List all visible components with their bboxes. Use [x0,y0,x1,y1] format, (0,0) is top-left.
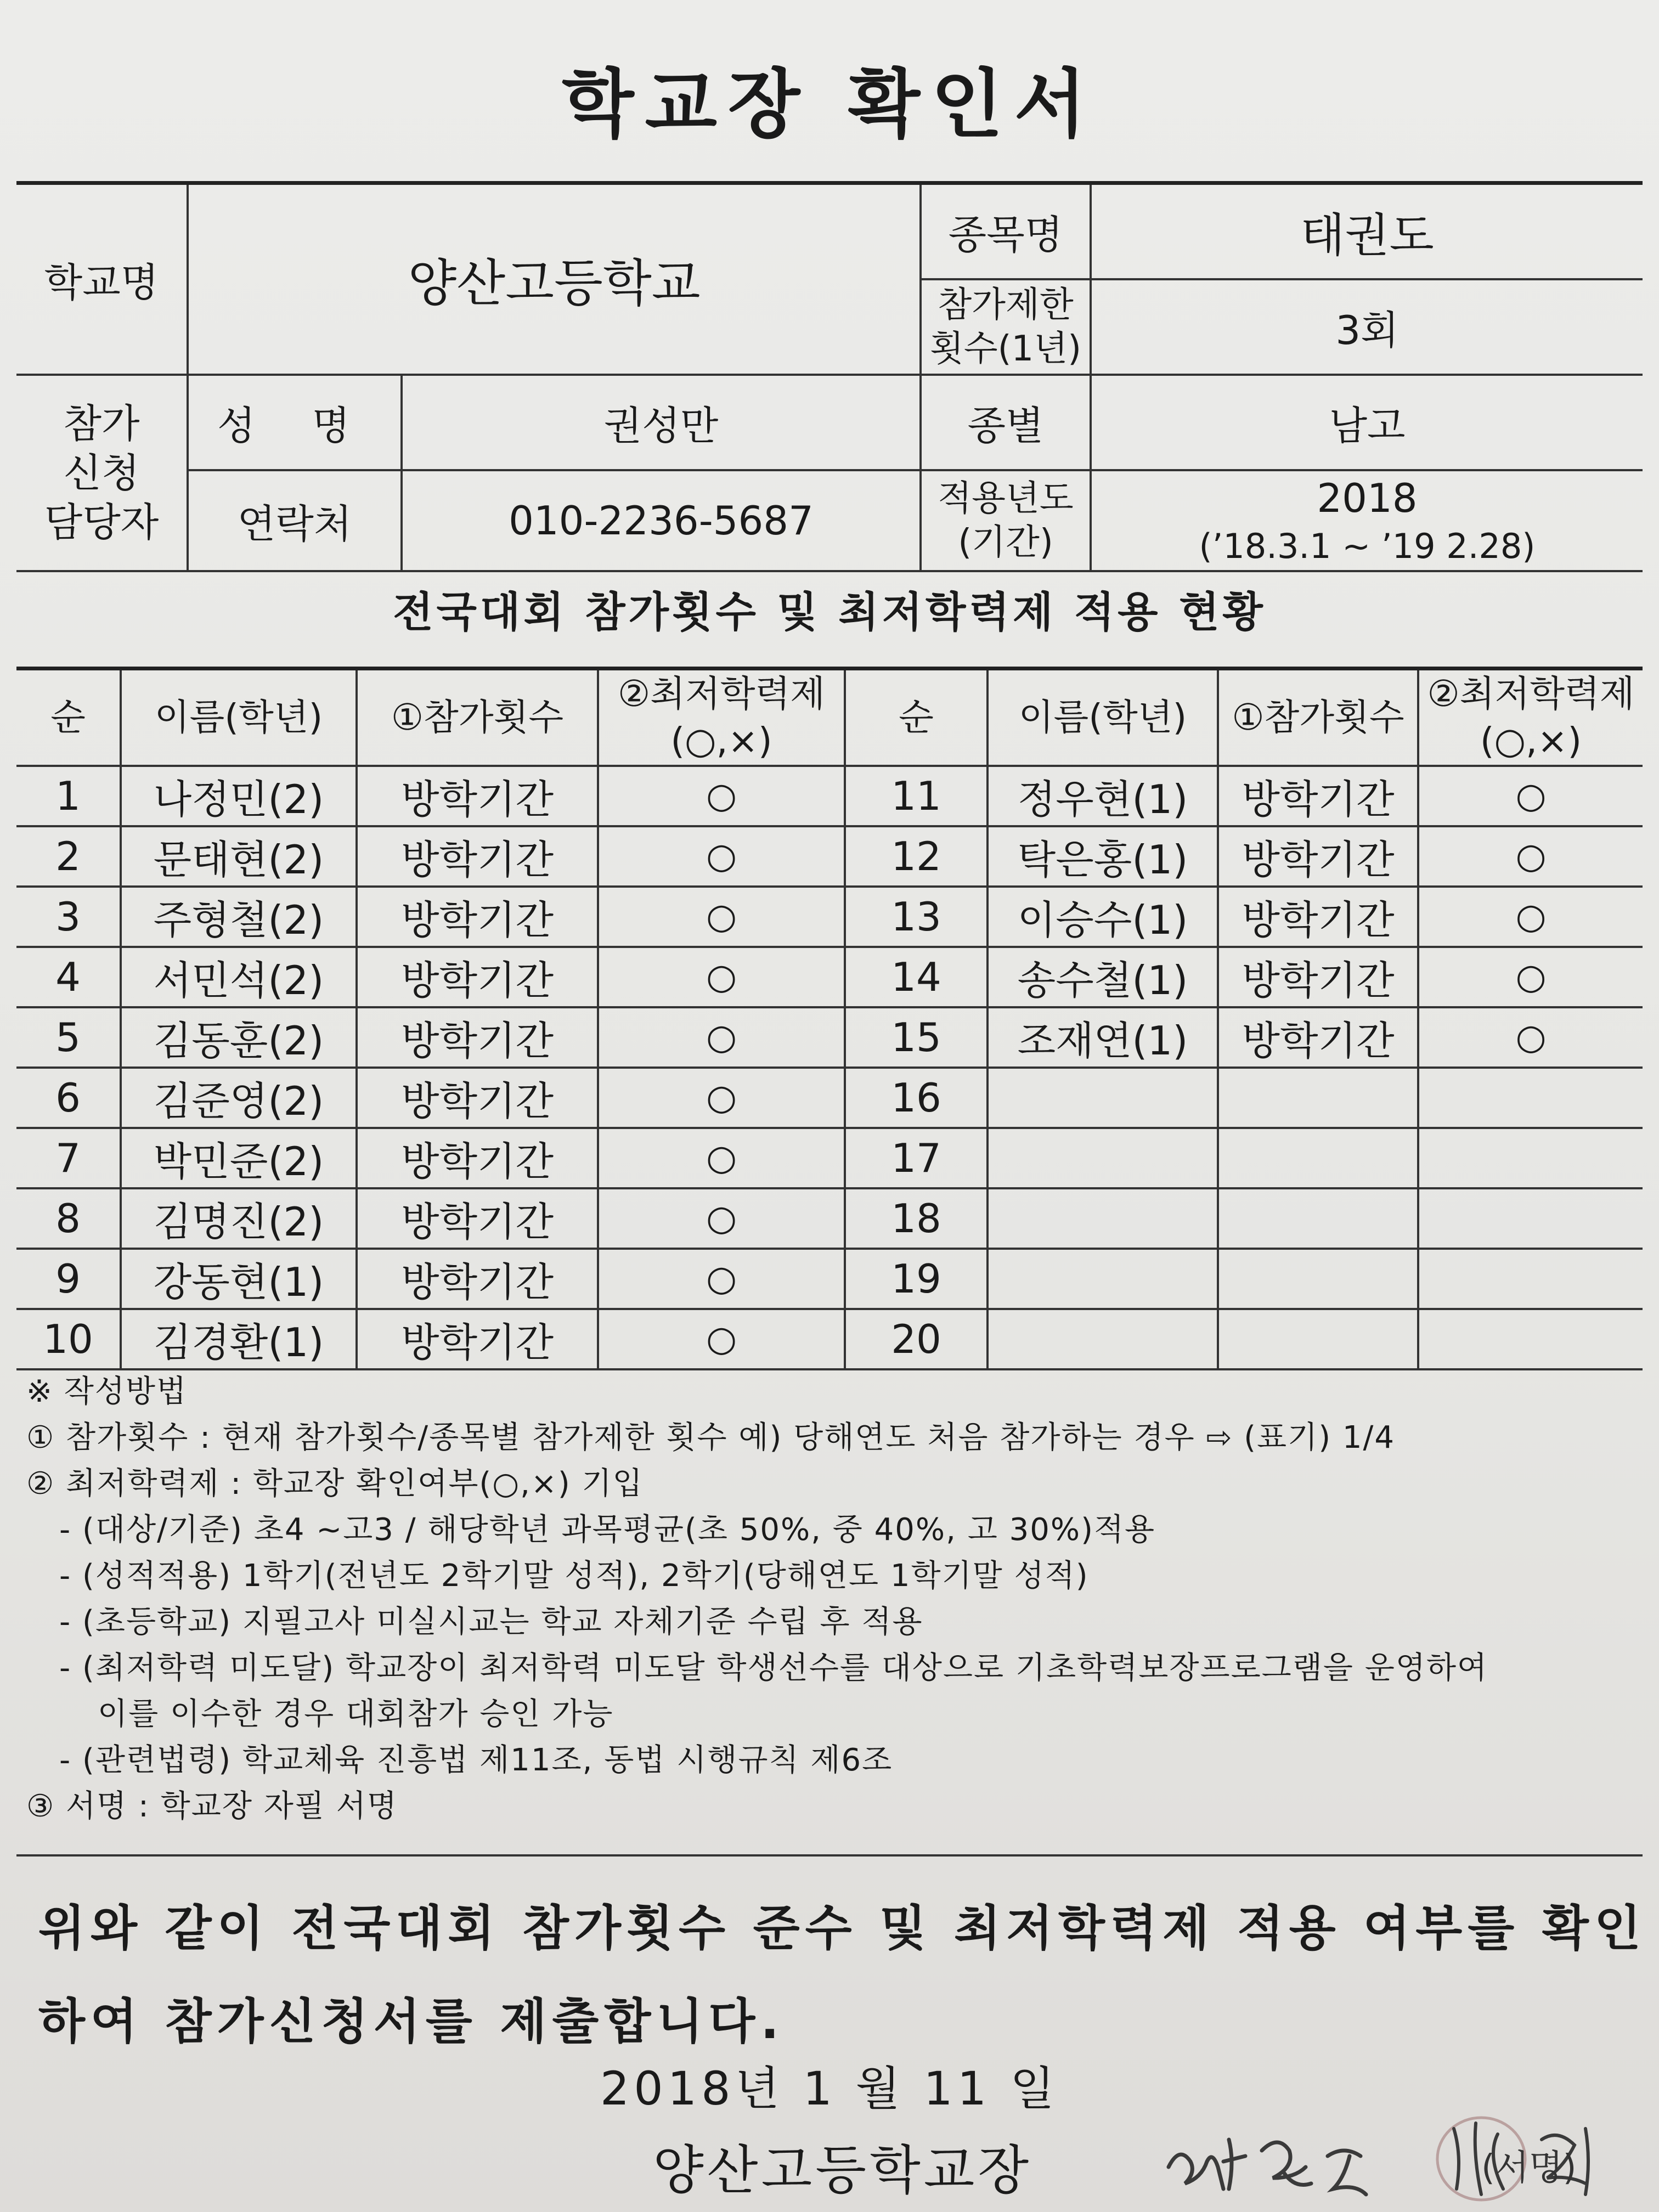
row-count [1218,1128,1418,1188]
row-no: 4 [16,947,121,1007]
row-no: 17 [845,1128,988,1188]
row-no: 6 [16,1068,121,1128]
note-item-2a: - (대상/기준) 초4 ~고3 / 해당학년 과목평균(초 50%, 중 40%, 고 30%)적용 [59,1512,1156,1548]
period: (’18.3.1 ~ ’19 2.28) [1199,526,1536,566]
statement-line-2: 하여 참가신청서를 제출합니다. [38,1993,785,2050]
document-title: 학교장 확인서 [562,61,1097,148]
note-item-1: ① 참가횟수 : 현재 참가횟수/종목별 참가제한 횟수 예) 당해연도 처음 참가하는 경우 ⇨ (표기) 1/4 [26,1420,1396,1455]
note-item-2c: - (초등학교) 지필고사 미실시교는 학교 자체기준 수립 후 적용 [59,1604,923,1640]
note-item-2: ② 최저학력제 : 학교장 확인여부(○,×) 기입 [26,1466,644,1502]
table-row [16,766,1643,826]
row-mark: ○ [598,826,845,887]
manager-label [16,375,188,571]
row-mark: ○ [598,1068,845,1128]
manager-label-line1: 참가 [63,400,140,447]
row-mark: ○ [598,947,845,1007]
table-row [16,1249,1643,1309]
row-mark: ○ [1418,887,1643,947]
row-count: 방학기간 [1218,766,1418,826]
manager-label-line3: 담당자 [44,499,159,545]
row-mark: ○ [598,1188,845,1249]
row-no: 16 [845,1068,988,1128]
manager-label-line2: 신청 [63,450,140,496]
header-no: 순 [16,669,121,766]
notes-heading: ※ 작성방법 [26,1374,188,1409]
row-mark: ○ [598,1249,845,1309]
note-item-2b: - (성적적용) 1학기(전년도 2학기말 성적), 2학기(당해연도 1학기말 성적) [59,1558,1089,1594]
year-label-line1: 적용년도 [938,478,1074,519]
header-min-right-line2: (○,×) [1480,719,1582,762]
row-name: 송수철(1) [988,947,1218,1007]
limit-label [921,279,1091,375]
table-row [16,1068,1643,1128]
divider [16,1854,1643,1857]
row-mark [1418,1068,1643,1128]
row-mark [1418,1249,1643,1309]
roster-header-row [16,669,1643,766]
row-name: 조재연(1) [988,1007,1218,1068]
category-value: 남고 [1091,375,1643,470]
row-name: 문태현(2) [121,826,357,887]
table-row [16,887,1643,947]
row-name: 탁은홍(1) [988,826,1218,887]
row-count: 방학기간 [1218,1007,1418,1068]
header-min-right [1418,669,1643,766]
info-table [16,181,1643,572]
header-name: 이름(학년) [121,669,357,766]
table-row [16,1188,1643,1249]
row-no: 10 [16,1309,121,1369]
row-name: 정우현(1) [988,766,1218,826]
row-no: 12 [845,826,988,887]
row-count [1218,1249,1418,1309]
row-count: 방학기간 [1218,947,1418,1007]
row-count: 방학기간 [1218,826,1418,887]
row-count: 방학기간 [357,887,598,947]
table-row [16,826,1643,887]
row-count: 방학기간 [357,947,598,1007]
row-count: 방학기간 [357,1068,598,1128]
row-count: 방학기간 [357,1128,598,1188]
table-row [16,1309,1643,1369]
note-item-3: ③ 서명 : 학교장 자필 서명 [26,1788,398,1824]
row-count: 방학기간 [357,1249,598,1309]
row-mark: ○ [598,1128,845,1188]
row-name [988,1188,1218,1249]
row-count [1218,1068,1418,1128]
principal-title: 양산고등학교장 [653,2140,1032,2201]
note-item-2d-cont: 이를 이수한 경우 대회참가 승인 가능 [98,1696,614,1732]
roster-table [16,667,1643,1370]
row-name: 박민준(2) [121,1128,357,1188]
section-title: 전국대회 참가횟수 및 최저학력제 적용 현황 [393,588,1266,636]
school-label: 학교명 [16,183,188,375]
limit-label-line2: 횟수(1년) [929,329,1082,369]
row-mark: ○ [1418,1007,1643,1068]
table-row [16,1128,1643,1188]
row-name: 김동훈(2) [121,1007,357,1068]
row-mark: ○ [598,766,845,826]
year: 2018 [1317,475,1418,521]
row-no: 9 [16,1249,121,1309]
row-name: 강동현(1) [121,1249,357,1309]
name-label: 성 명 [188,375,402,470]
row-name: 서민석(2) [121,947,357,1007]
row-no: 18 [845,1188,988,1249]
header-min-line2: (○,×) [670,719,772,762]
row-mark: ○ [1418,947,1643,1007]
year-label-line2: (기간) [958,522,1053,563]
row-mark: ○ [598,1007,845,1068]
table-row [16,1007,1643,1068]
row-no: 2 [16,826,121,887]
row-no: 19 [845,1249,988,1309]
row-count: 방학기간 [357,1007,598,1068]
instructions [26,1369,1639,1830]
header-count: ①참가횟수 [357,669,598,766]
row-name [988,1249,1218,1309]
row-count: 방학기간 [357,766,598,826]
row-no: 5 [16,1007,121,1068]
row-count [1218,1309,1418,1369]
statement-line-1: 위와 같이 전국대회 참가횟수 준수 및 최저학력제 적용 여부를 확인 [38,1900,1646,1956]
note-item-2e: - (관련법령) 학교체육 진흥법 제11조, 동법 시행규칙 제6조 [59,1742,893,1778]
row-name [988,1128,1218,1188]
header-min-line1: ②최저학력제 [618,673,825,715]
row-no: 20 [845,1309,988,1369]
row-count: 방학기간 [357,826,598,887]
row-mark: ○ [598,887,845,947]
sport-label: 종목명 [921,183,1091,280]
row-count: 방학기간 [357,1188,598,1249]
row-name: 김명진(2) [121,1188,357,1249]
row-count: 방학기간 [1218,887,1418,947]
contact-label: 연락처 [188,470,402,571]
header-min-right-line1: ②최저학력제 [1427,673,1635,715]
signature-label: (서명) [1481,2148,1577,2188]
issue-date: 2018년 1 월 11 일 [600,2062,1059,2115]
row-no: 1 [16,766,121,826]
row-mark: ○ [598,1309,845,1369]
row-no: 11 [845,766,988,826]
row-name: 김준영(2) [121,1068,357,1128]
contact-value: 010-2236-5687 [402,470,921,571]
statement [38,1882,1646,2068]
row-no: 14 [845,947,988,1007]
sport-value: 태권도 [1091,183,1643,280]
row-no: 3 [16,887,121,947]
row-count: 방학기간 [357,1309,598,1369]
note-item-2d: - (최저학력 미도달) 학교장이 최저학력 미도달 학생선수를 대상으로 기초학력보장프로그램을 운영하여 [59,1650,1488,1686]
limit-value: 3회 [1091,279,1643,375]
row-no: 13 [845,887,988,947]
row-no: 15 [845,1007,988,1068]
limit-label-line1: 참가제한 [938,285,1074,325]
row-name: 김경환(1) [121,1309,357,1369]
year-label [921,470,1091,571]
table-row [16,947,1643,1007]
category-label: 종별 [921,375,1091,470]
row-name: 나정민(2) [121,766,357,826]
row-mark: ○ [1418,826,1643,887]
row-name: 이승수(1) [988,887,1218,947]
header-name-right: 이름(학년) [988,669,1218,766]
school-name: 양산고등학교 [188,183,921,375]
row-mark: ○ [1418,766,1643,826]
row-mark [1418,1188,1643,1249]
row-mark [1418,1309,1643,1369]
row-no: 8 [16,1188,121,1249]
row-no: 7 [16,1128,121,1188]
header-min [598,669,845,766]
header-count-right: ①참가횟수 [1218,669,1418,766]
header-no-right: 순 [845,669,988,766]
year-value [1091,470,1643,571]
row-name: 주형철(2) [121,887,357,947]
manager-name: 권성만 [402,375,921,470]
row-name [988,1068,1218,1128]
row-mark [1418,1128,1643,1188]
row-count [1218,1188,1418,1249]
row-name [988,1309,1218,1369]
